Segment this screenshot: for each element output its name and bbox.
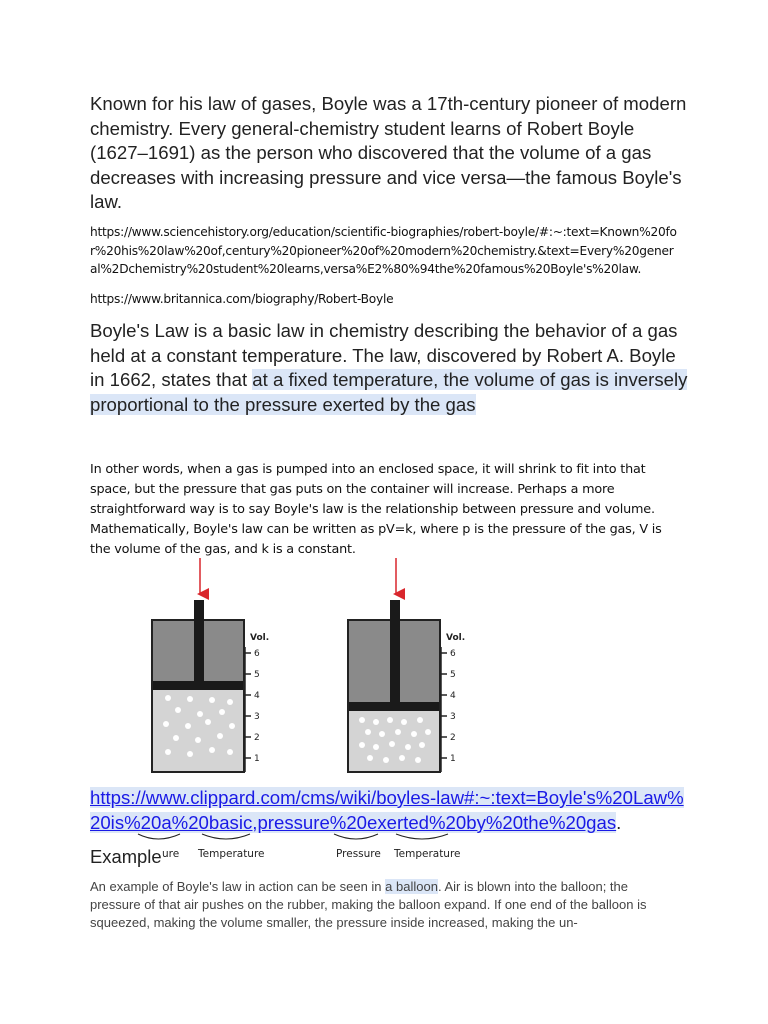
example-paragraph: [90, 878, 680, 932]
left-tick-4: 4: [254, 691, 260, 701]
left-tick-3: 3: [254, 712, 260, 722]
left-tick-1: 1: [254, 754, 260, 764]
boyles-law-highlight: at a fixed temperature, the volume of gas is inversely proportional to the pressure exerted by the gas: [90, 369, 688, 415]
right-tick-6: 6: [450, 649, 456, 659]
left-tick-5: 5: [254, 670, 260, 680]
right-tick-1: 1: [450, 754, 456, 764]
left-piston-rod: [194, 600, 204, 682]
right-piston: [349, 702, 439, 711]
clippard-link-paragraph: [90, 786, 690, 835]
example-heading: Example: [90, 846, 162, 867]
link-period: .: [616, 811, 622, 833]
example-text-before: An example of Boyle's law in action can be seen in: [90, 879, 386, 894]
left-tick-2: 2: [254, 733, 260, 743]
boyles-law-paragraph: [90, 319, 690, 417]
explanation-paragraph: In other words, when a gas is pumped into an enclosed space, it will shrink to fit into that space, but the pressure that gas puts on the container will increase. Perhaps a more straightforward way is to say Boyle's law is the relationship between pressure and volume. Mathematically, Boyle's law can be written as pV=k, where p is the pressure of the gas, V is the volume of the gas, and k is a constant.: [90, 462, 662, 557]
britannica-url: https://www.britannica.com/biography/Robert-Boyle: [90, 292, 394, 306]
left-tick-6: 6: [254, 649, 260, 659]
left-piston: [153, 681, 243, 690]
balloon-highlight: a balloon: [385, 879, 438, 894]
right-tick-5: 5: [450, 670, 456, 680]
sciencehistory-url: https://www.sciencehistory.org/education/scientific-biographies/robert-boyle/#:~:text=Known%20for%20his%20law%20of,century%20pioneer%20of%20modern%20chemistry.&text=Every%20general%2Dchemistry%20student%20learns,versa%E2%80%94the%20famous%20Boyle's%20law.: [90, 225, 677, 276]
right-tick-3: 3: [450, 712, 456, 722]
right-tick-4: 4: [450, 691, 456, 701]
right-vol-label: Vol.: [446, 633, 466, 643]
right-tick-2: 2: [450, 733, 456, 743]
right-caption-temperature: Temperature: [394, 848, 461, 860]
example-text-after: . Air is blown into the balloon; the pressure of that air pushes on the rubber, making the balloon expand. If one end of the balloon is squeezed, making the volume smaller, the pressure inside increased, making the un-: [90, 879, 647, 930]
right-caption-pressure: Pressure: [336, 848, 381, 860]
clippard-link[interactable]: https://www.clippard.com/cms/wiki/boyles-law#:~:text=Boyle's%20Law%20is%20a%20basic,pressure%20exerted%20by%20the%20gas: [90, 787, 684, 833]
left-caption-temperature: Temperature: [198, 848, 265, 860]
boyles-law-text: Boyle's Law is a basic law in chemistry describing the behavior of a gas held at a constant temperature. The law, discovered by Robert A. Boyle in 1662, states that: [90, 320, 678, 390]
left-caption-pressure: ure: [162, 848, 180, 860]
right-piston-rod: [390, 600, 400, 703]
left-vol-label: Vol.: [250, 633, 270, 643]
intro-paragraph: Known for his law of gases, Boyle was a 17th-century pioneer of modern chemistry. Every general-chemistry student learns of Robert Boyle (1627–1691) as the person who discovered that the volume of a gas decreases with increasing pressure and vice versa—the famous Boyle's law.: [90, 93, 687, 212]
